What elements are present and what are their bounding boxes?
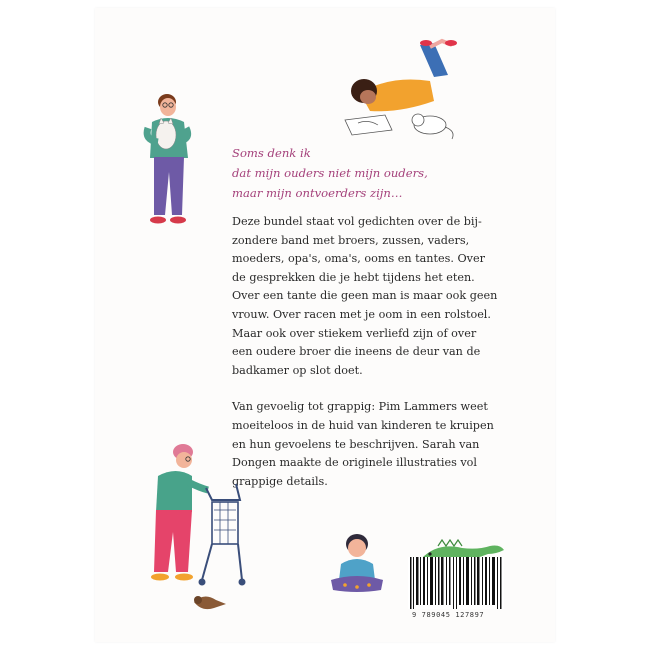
blurb-line: zondere band met broers, zussen, vaders, <box>232 233 470 247</box>
blurb-line: moeiteloos in de huid van kinderen te kruipen <box>232 418 494 432</box>
tagline-line: dat mijn ouders niet mijn ouders, <box>232 166 428 180</box>
barcode-number: 9 789045 127897 <box>412 611 485 619</box>
tagline-line: Soms denk ik <box>232 146 311 160</box>
blurb-line: een oudere broer die ineens de deur van de <box>232 345 481 359</box>
toddler-illustration <box>325 530 390 595</box>
tagline-line: maar mijn ontvoerders zijn… <box>232 186 403 200</box>
blurb-line: en hun gevoelens te beschrijven. Sarah van <box>232 437 480 451</box>
tagline <box>232 143 472 203</box>
blurb-line: badkamer op slot doet. <box>232 363 363 377</box>
blurb-line: Maar ook over stiekem verliefd zijn of over <box>232 326 477 340</box>
girl-drawing-with-cat-illustration <box>330 35 470 145</box>
blurb-line: Deze bundel staat vol gedichten over de bij- <box>232 215 482 228</box>
man-with-cat-illustration <box>140 90 210 235</box>
blurb-line: Van gevoelig tot grappig: Pim Lammers weet <box>232 400 488 414</box>
blurb-line: Dongen maakte de originele illustraties vol <box>232 456 477 470</box>
paragraph-gap <box>232 380 494 398</box>
barcode <box>408 557 504 609</box>
blurb-line: grappige details. <box>232 474 328 488</box>
blurb-line: Over een tante die geen man is maar ook geen <box>232 289 498 303</box>
blurb <box>232 213 498 491</box>
grandma-with-walker-illustration <box>138 440 248 620</box>
barcode-bars <box>408 557 504 609</box>
blurb-line: vrouw. Over racen met je oom in een rolstoel. <box>232 307 491 321</box>
blurb-line: de gesprekken die je hebt tijdens het eten. <box>232 270 475 284</box>
blurb-line: moeders, opa's, oma's, ooms en tantes. Over <box>232 252 485 266</box>
